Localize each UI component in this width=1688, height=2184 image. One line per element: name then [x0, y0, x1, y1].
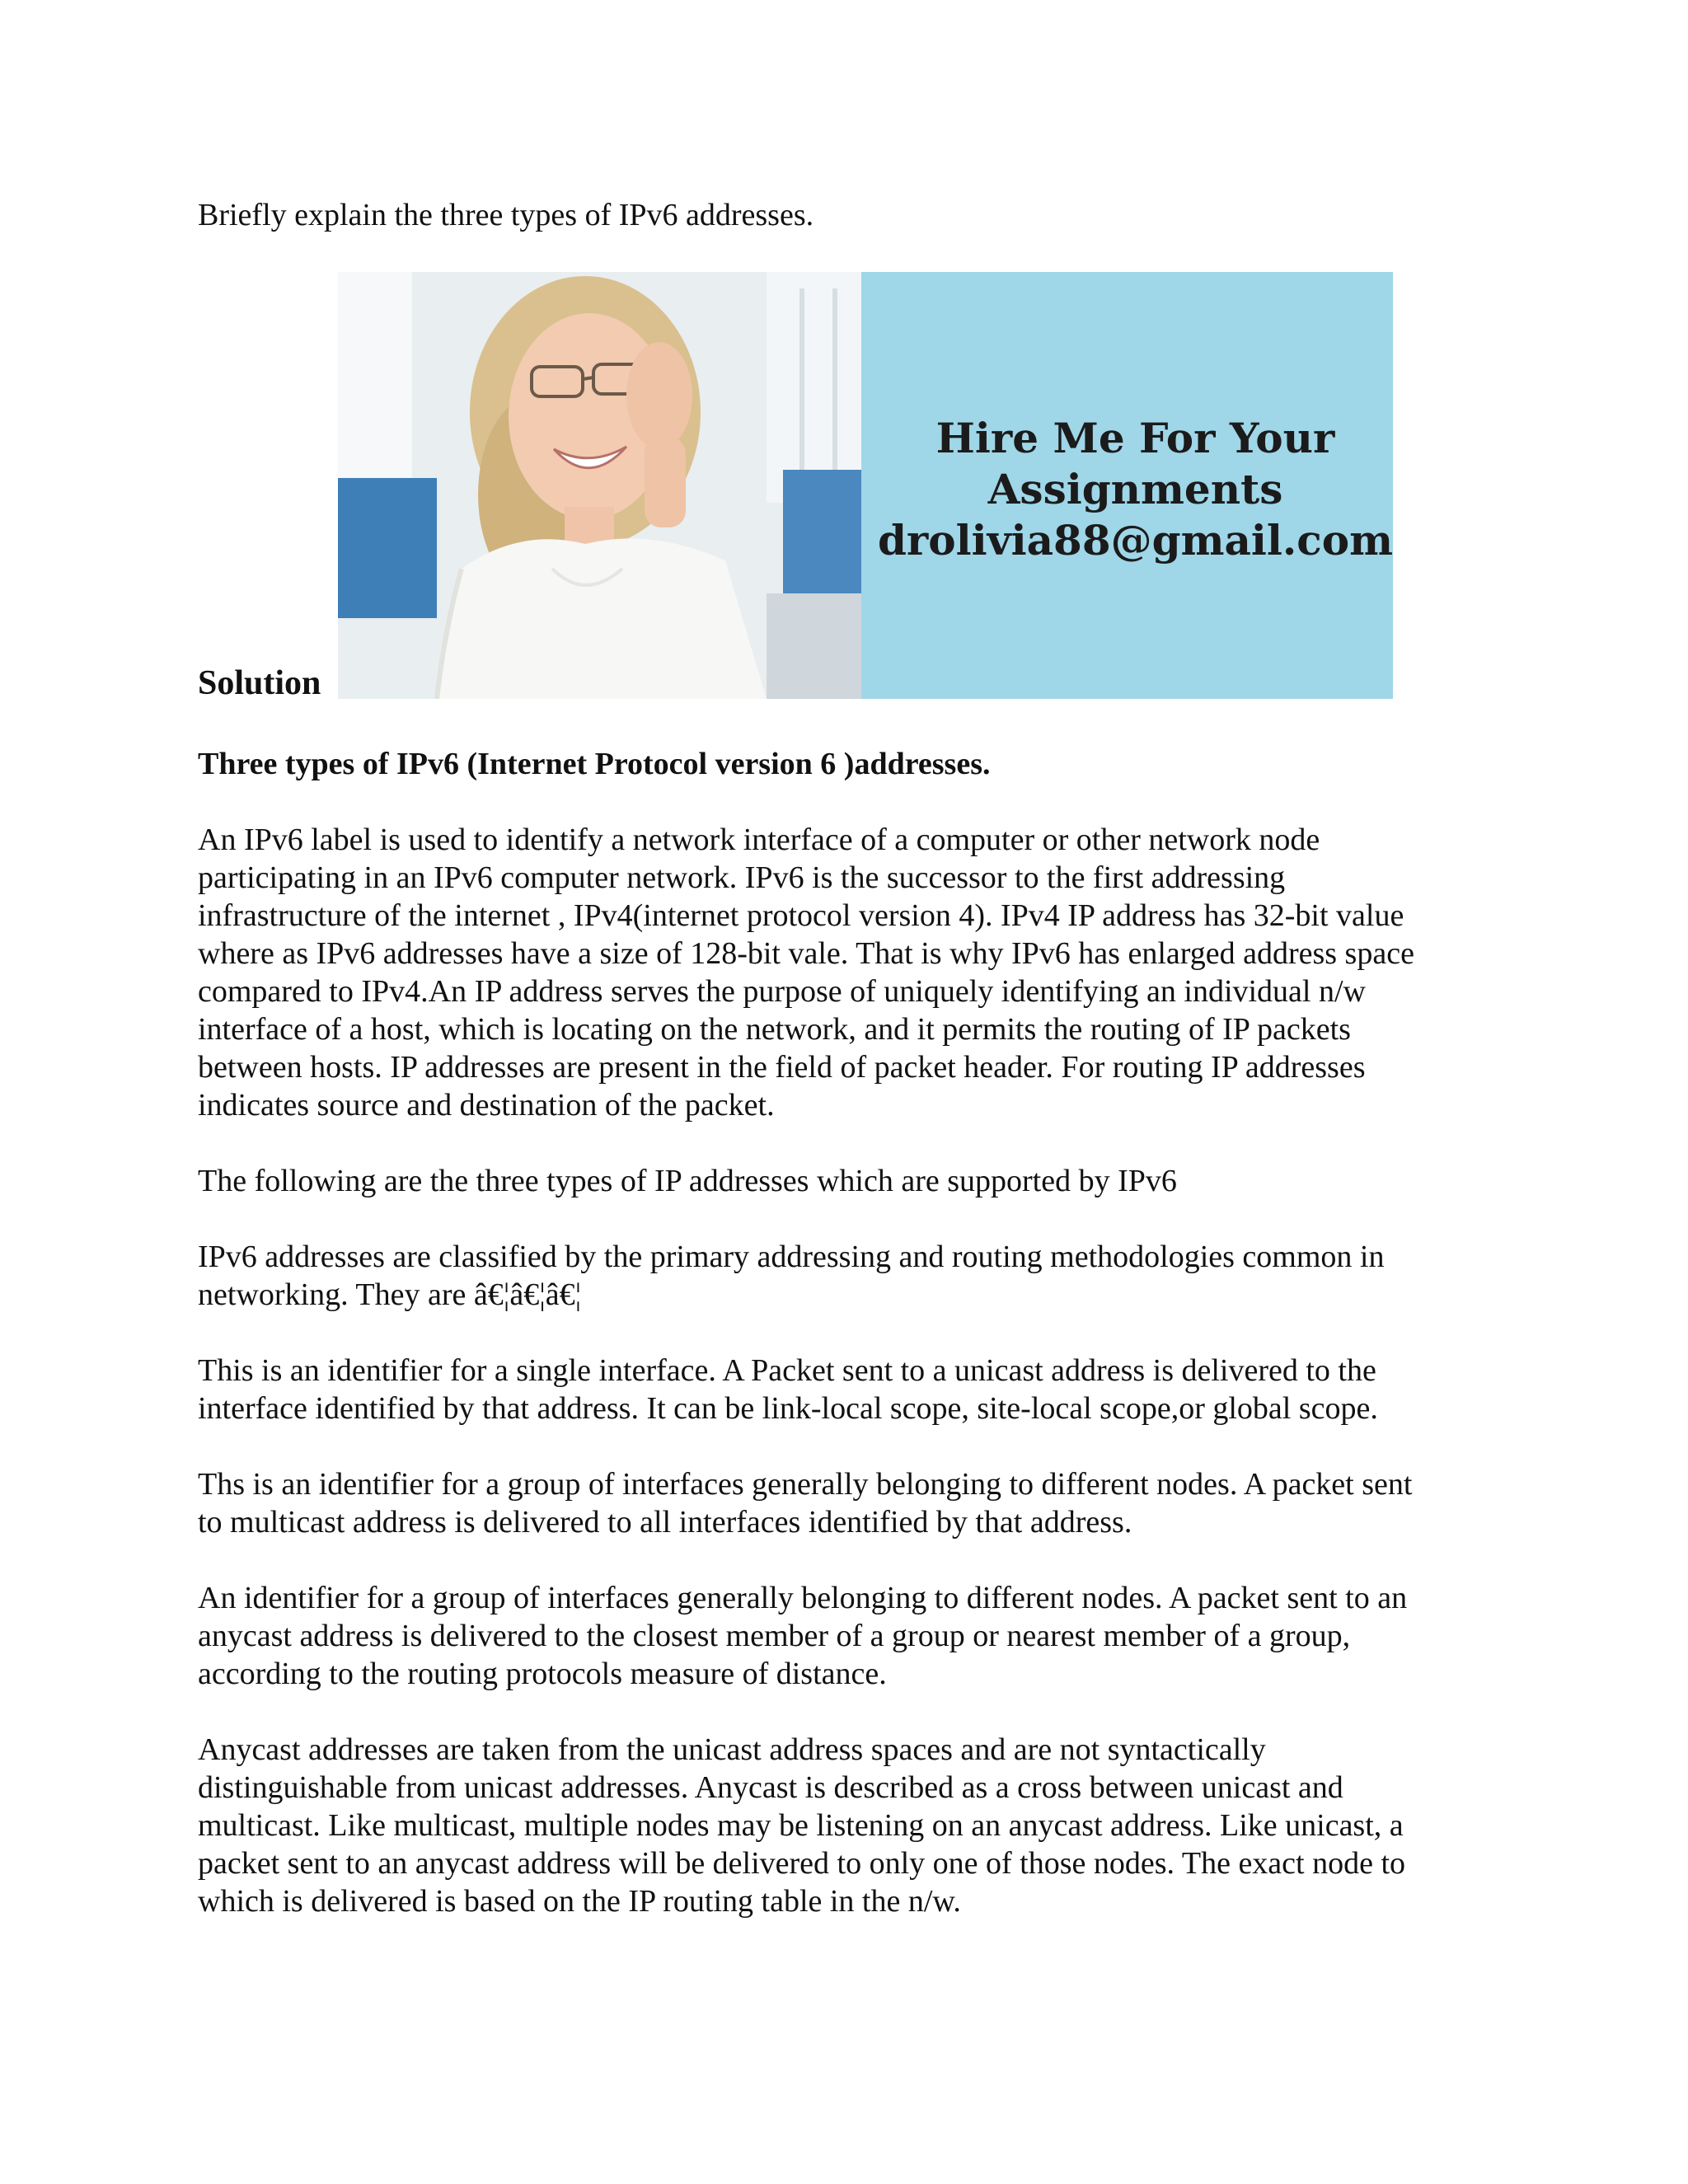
- solution-row: [198, 272, 1401, 701]
- solution-label: Solution: [198, 664, 321, 702]
- text-line: participating in an IPv6 computer network. IPv6 is the successor to the first addressing: [198, 860, 1286, 895]
- text-line: indicates source and destination of the packet.: [198, 1088, 775, 1122]
- text-line: Anycast addresses are taken from the unicast address spaces and are not syntactically: [198, 1732, 1266, 1767]
- paragraph-multicast: [198, 1465, 1500, 1541]
- text-line: infrastructure of the internet , IPv4(internet protocol version 4). IPv4 IP address has 32-bit value: [198, 898, 1404, 933]
- text-line: The following are the three types of IP addresses which are supported by IPv6: [198, 1164, 1177, 1198]
- banner-line-1: Hire Me For Your: [935, 414, 1335, 462]
- body-text: [198, 821, 1500, 1958]
- banner-line-2: Assignments: [987, 465, 1283, 513]
- text-line: where as IPv6 addresses have a size of 128-bit vale. That is why IPv6 has enlarged address space: [198, 936, 1414, 971]
- text-line: distinguishable from unicast addresses. Anycast is described as a cross between unicast and: [198, 1770, 1343, 1805]
- paragraph-anycast: [198, 1579, 1500, 1693]
- paragraph-classification: [198, 1238, 1500, 1314]
- paragraph-anycast-details: [198, 1731, 1500, 1920]
- text-line: interface of a host, which is locating on the network, and it permits the routing of IP packets: [198, 1012, 1351, 1047]
- text-line: An identifier for a group of interfaces generally belonging to different nodes. A packet sent to an: [198, 1581, 1408, 1615]
- text-line: anycast address is delivered to the closest member of a group or nearest member of a group,: [198, 1619, 1351, 1653]
- paragraph-types-intro: [198, 1162, 1500, 1200]
- text-line: which is delivered is based on the IP routing table in the n/w.: [198, 1884, 961, 1919]
- woman-photo-illustration: [338, 272, 861, 699]
- banner-email: drolivia88@gmail.com: [877, 516, 1393, 565]
- text-line: IPv6 addresses are classified by the primary addressing and routing methodologies common in: [198, 1240, 1385, 1274]
- advert-banner: [338, 272, 1393, 699]
- text-line: according to the routing protocols measure of distance.: [198, 1657, 887, 1691]
- text-line: This is an identifier for a single interface. A Packet sent to a unicast address is delivered to the: [198, 1353, 1376, 1388]
- text-line: between hosts. IP addresses are present in the field of packet header. For routing IP addresses: [198, 1050, 1366, 1085]
- banner-photo: [338, 272, 861, 699]
- text-line: An IPv6 label is used to identify a network interface of a computer or other network node: [198, 823, 1320, 857]
- text-line: to multicast address is delivered to all interfaces identified by that address.: [198, 1505, 1132, 1540]
- text-line: networking. They are â€¦â€¦â€¦: [198, 1277, 582, 1312]
- text-line: compared to IPv4.An IP address serves the purpose of uniquely identifying an individual n/w: [198, 974, 1366, 1009]
- question-text: Briefly explain the three types of IPv6 addresses.: [198, 198, 814, 232]
- section-heading: Three types of IPv6 (Internet Protocol version 6 )addresses.: [198, 747, 991, 781]
- paragraph-unicast: [198, 1352, 1500, 1427]
- text-line: multicast. Like multicast, multiple nodes may be listening on an anycast address. Like unicast, a: [198, 1808, 1404, 1843]
- banner-text-panel: [861, 272, 1393, 699]
- text-line: interface identified by that address. It can be link-local scope, site-local scope,or global scope.: [198, 1391, 1378, 1426]
- text-line: packet sent to an anycast address will be delivered to only one of those nodes. The exact node to: [198, 1846, 1406, 1881]
- text-line: Ths is an identifier for a group of interfaces generally belonging to different nodes. A packet sent: [198, 1467, 1413, 1502]
- paragraph-intro: [198, 821, 1500, 1124]
